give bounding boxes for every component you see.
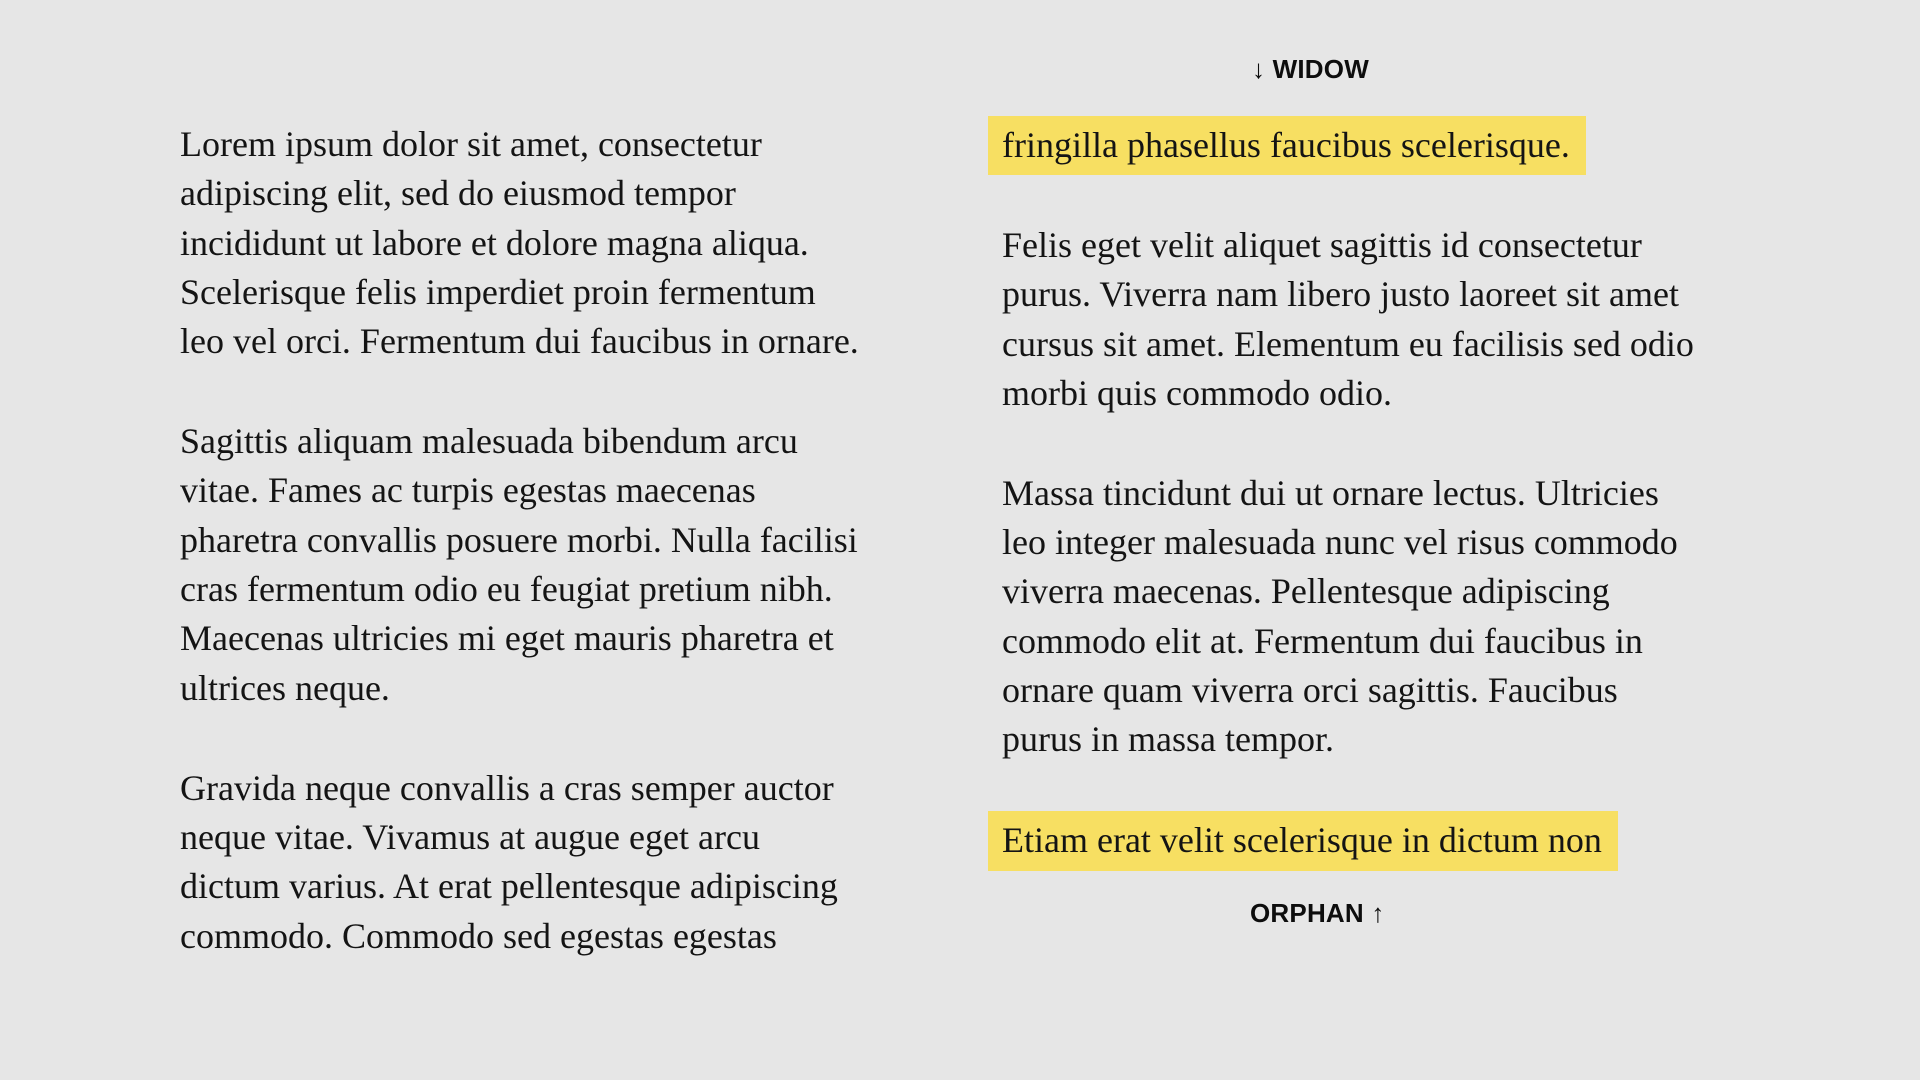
left-paragraph-1 (180, 120, 920, 366)
orphan-label-text: ORPHAN (1250, 898, 1364, 928)
text-line: viverra maecenas. Pellentesque adipiscing (1002, 571, 1610, 612)
text-line: vitae. Fames ac turpis egestas maecenas (180, 470, 756, 511)
left-paragraph-2 (180, 417, 920, 713)
text-line: cursus sit amet. Elementum eu facilisis sed odio (1002, 323, 1694, 364)
right-column (1002, 120, 1762, 866)
widow-label (1252, 54, 1369, 84)
text-line: leo vel orci. Fermentum dui faucibus in ornare. (180, 321, 859, 362)
text-line: Sagittis aliquam malesuada bibendum arcu (180, 421, 798, 462)
text-line: cras fermentum odio eu feugiat pretium nibh. (180, 569, 833, 610)
widow-line-highlight: fringilla phasellus faucibus scelerisque. (988, 116, 1586, 175)
orphan-paragraph (1002, 815, 1762, 865)
text-line: Lorem ipsum dolor sit amet, consectetur (180, 124, 762, 164)
text-line: purus in massa tempor. (1002, 719, 1334, 760)
text-line: Massa tincidunt dui ut ornare lectus. Ultricies (1002, 472, 1659, 513)
text-line: leo integer malesuada nunc vel risus commodo (1002, 522, 1678, 563)
text-line: dictum varius. At erat pellentesque adipiscing (180, 866, 838, 907)
arrow-up-icon: ↑ (1371, 898, 1385, 928)
right-paragraph-1 (1002, 221, 1762, 418)
text-line: adipiscing elit, sed do eiusmod tempor (180, 173, 736, 214)
widow-label-text: WIDOW (1272, 54, 1369, 84)
orphan-line-highlight: Etiam erat velit scelerisque in dictum non (988, 811, 1618, 870)
orphan-label (1250, 898, 1385, 928)
text-line: neque vitae. Vivamus at augue eget arcu (180, 816, 760, 857)
left-column (180, 120, 920, 961)
widow-paragraph (1002, 120, 1762, 170)
text-line: commodo. Commodo sed egestas egestas (180, 915, 777, 956)
right-paragraph-2 (1002, 469, 1762, 765)
text-line: Gravida neque convallis a cras semper auctor (180, 767, 834, 808)
text-line: Felis eget velit aliquet sagittis id consectetur (1002, 224, 1642, 265)
text-line: purus. Viverra nam libero justo laoreet sit amet (1002, 274, 1679, 315)
text-line: commodo elit at. Fermentum dui faucibus in (1002, 620, 1643, 661)
text-line: Maecenas ultricies mi eget mauris pharetra et (180, 618, 834, 659)
text-line: ultrices neque. (180, 667, 390, 708)
text-line: ornare quam viverra orci sagittis. Faucibus (1002, 670, 1618, 711)
text-line: pharetra convallis posuere morbi. Nulla facilisi (180, 519, 858, 560)
text-line: Scelerisque felis imperdiet proin fermentum (180, 271, 816, 312)
text-line: morbi quis commodo odio. (1002, 372, 1392, 413)
left-paragraph-3 (180, 764, 920, 961)
arrow-down-icon: ↓ (1252, 54, 1266, 84)
text-line: incididunt ut labore et dolore magna aliqua. (180, 222, 809, 263)
